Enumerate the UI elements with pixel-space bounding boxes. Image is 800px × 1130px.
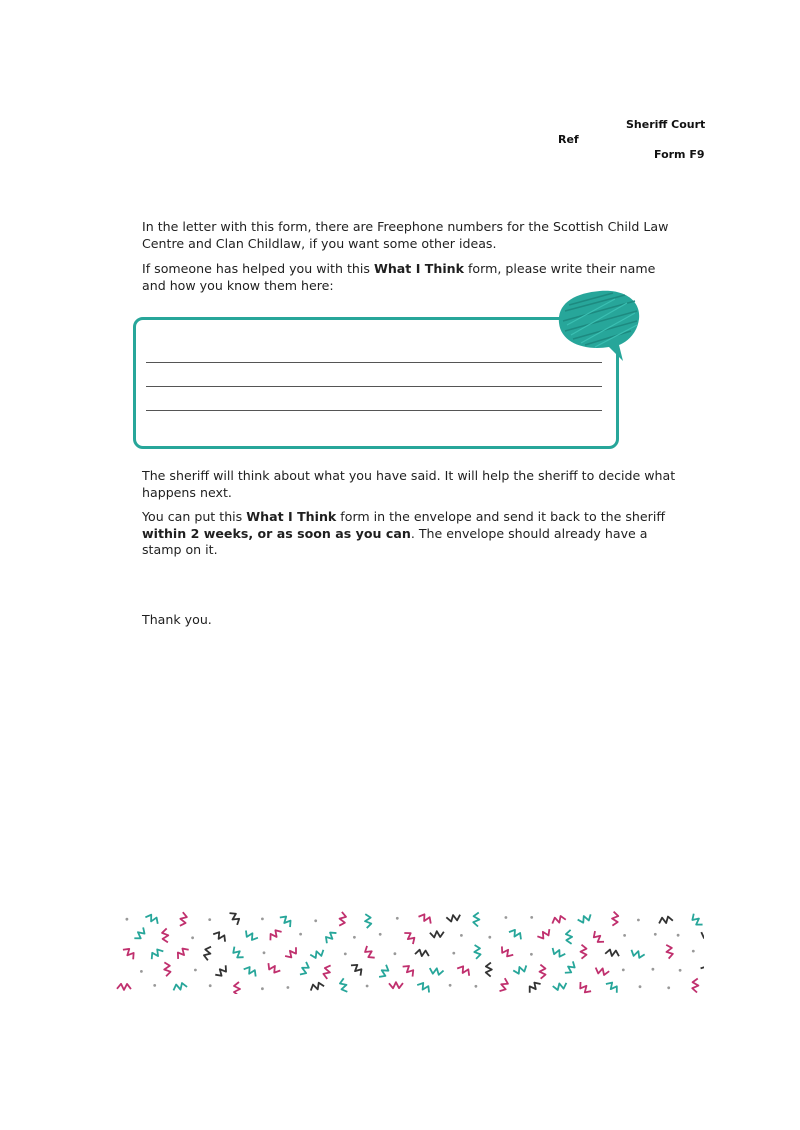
confetti-squiggle [378,964,390,979]
confetti-dot [679,969,682,972]
confetti-dot [623,934,626,937]
confetti-squiggle [179,912,188,927]
confetti-dot [652,968,655,971]
confetti-dot [314,919,317,922]
confetti-dot [530,953,533,956]
confetti-dot [622,969,625,972]
confetti-dot [366,985,369,988]
confetti-squiggle [215,965,229,979]
return-instructions [142,509,682,559]
confetti-squiggle [692,978,699,992]
confetti-squiggle [446,914,461,923]
return-text-1: You can put this [142,509,247,524]
confetti-squiggle [594,967,609,976]
helper-write-line-2[interactable] [146,386,602,387]
thank-you: Thank you. [142,612,212,627]
confetti-dot [287,986,290,989]
return-text-2: form in the envelope and send it back to the sheriff [336,509,666,524]
speech-bubble-icon [555,285,645,365]
confetti-squiggle [527,980,542,993]
confetti-squiggle [591,930,605,945]
confetti-dot [126,918,129,921]
confetti-squiggle [117,984,131,990]
confetti-squiggle [605,980,620,993]
confetti-squiggle [389,982,403,988]
confetti-dot [505,916,508,919]
confetti-squiggle [243,965,258,977]
confetti-squiggle [231,946,245,961]
confetti-squiggle [134,927,147,942]
confetti-squiggle [690,913,703,928]
confetti-squiggle [700,964,704,977]
form-name-bold-2: What I Think [246,509,337,524]
confetti-dot [379,933,382,936]
confetti-dot [263,951,266,954]
confetti-dot [637,919,640,922]
confetti-dot [153,984,156,987]
confetti-dot [488,936,491,939]
confetti-dot [654,933,657,936]
confetti-dot [530,916,533,919]
sheriff-paragraph: The sheriff will think about what you have said. It will help the sheriff to decide what happens next. [142,468,676,500]
confetti-squiggle [508,928,523,940]
confetti-squiggle [658,916,673,925]
confetti-dot [261,918,264,921]
return-text-3: . The envelope should already have a stamp on it. [142,525,648,557]
confetti-dot [209,984,212,987]
freephone-paragraph: In the letter with this form, there are Freephone numbers for the Scottish Child Law Centre and Clan Childlaw, if you want some other ideas. [142,219,669,251]
confetti-squiggle [284,946,299,959]
confetti-dot [692,950,695,953]
confetti-squiggle [175,946,190,960]
confetti-squiggle [402,963,416,977]
confetti-squiggle [551,915,566,925]
confetti-dot [460,934,463,937]
form-number: Form F9 [654,148,705,161]
confetti-dot [353,936,356,939]
confetti-squiggle [145,913,160,925]
reference-label: Ref [558,133,579,146]
confetti-squiggle [630,949,645,959]
confetti-dot [299,933,302,936]
confetti-dot [191,936,194,939]
confetti-squiggle [499,978,510,993]
confetti-squiggle [229,910,242,925]
confetti-squiggle [310,949,325,959]
confetti-dot [639,985,642,988]
confetti-squiggle [415,949,430,957]
confetti-dot [394,952,397,955]
confetti-squiggle [665,944,673,959]
confetti-squiggle [700,931,704,940]
confetti-dot [475,985,478,988]
confetti-squiggle [553,982,568,991]
confetti-squiggle [564,961,577,976]
helper-text-end: form, please write their name and how you know them here: [142,261,656,293]
helper-text-start: If someone has helped you with this [142,261,374,276]
confetti-squiggle [537,928,552,940]
confetti-squiggle [122,946,136,960]
confetti-squiggle [322,964,331,979]
confetti-dot [208,918,211,921]
confetti-squiggle [611,912,618,926]
confetti-dot [261,987,264,990]
confetti-dot [667,986,670,989]
confetti-squiggle [234,982,240,994]
confetti-squiggle [203,946,212,961]
confetti-squiggle [474,944,481,959]
confetti-squiggle [429,967,444,975]
confetti-squiggle [279,914,293,928]
confetti-dot [140,970,143,973]
confetti-pattern [116,908,704,994]
confetti-squiggle [513,964,528,975]
confetti-squiggle [338,912,347,927]
confetti-squiggle [430,931,444,938]
confetti-squiggle [363,945,376,960]
confetti-squiggle [243,930,258,942]
confetti-dot [677,934,680,937]
confetti-dot [396,917,399,920]
confetti-dot [344,953,347,956]
confetti-squiggle [605,949,620,957]
confetti-squiggle [172,982,187,991]
confetti-squiggle [299,961,311,976]
court-name: Sheriff Court [626,118,706,131]
confetti-squiggle [323,930,337,944]
helper-write-line-1[interactable] [146,362,602,363]
confetti-dot [449,984,452,987]
confetti-squiggle [364,914,371,929]
confetti-dot [194,969,197,972]
confetti-squiggle [577,913,592,924]
confetti-squiggle [581,945,587,959]
confetti-squiggle [418,912,433,924]
confetti-squiggle [566,930,573,944]
form-name-bold: What I Think [373,261,464,276]
confetti-squiggle [339,978,348,993]
confetti-squiggle [266,962,281,975]
confetti-squiggle [473,912,480,926]
helper-name-box[interactable] [133,317,619,449]
deadline-bold: within 2 weeks, or as soon as you can [142,525,411,541]
confetti-squiggle [163,962,171,977]
confetti-squiggle [417,981,432,994]
confetti-squiggle [162,928,169,942]
confetti-squiggle [350,962,364,976]
confetti-squiggle [213,930,228,943]
confetti-dot [452,952,455,955]
confetti-squiggle [486,962,492,976]
confetti-squiggle [577,981,592,994]
confetti-squiggle [149,947,164,960]
confetti-squiggle [499,946,514,959]
confetti-squiggle [267,928,282,941]
confetti-squiggle [309,981,324,991]
confetti-squiggle [457,964,472,976]
confetti-squiggle [539,965,545,979]
helper-write-line-3[interactable] [146,410,602,411]
confetti-squiggle [550,947,565,958]
confetti-squiggle [404,930,417,945]
